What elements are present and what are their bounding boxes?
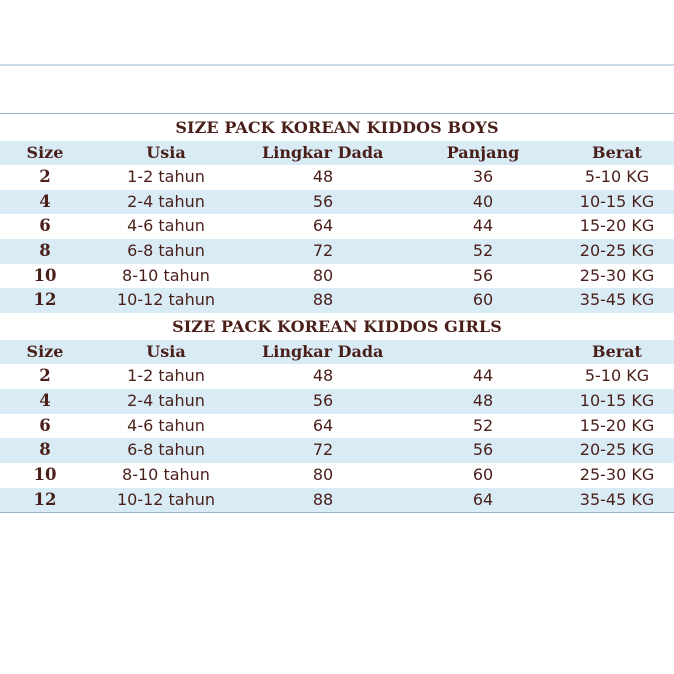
header-usia: Usia — [146, 143, 186, 162]
table-row — [0, 288, 674, 313]
girls-header-row — [0, 340, 674, 364]
top-divider — [0, 64, 674, 66]
header-panjang: Panjang — [446, 143, 520, 162]
cell-panjang: 56 — [472, 265, 494, 285]
boys-size-table — [0, 113, 674, 313]
cell-usia: 1-2 tahun — [127, 167, 205, 186]
table-row — [0, 414, 674, 439]
boys-header-row — [0, 141, 674, 165]
cell-usia: 8-10 tahun — [122, 464, 210, 484]
cell-usia: 4-6 tahun — [127, 216, 205, 236]
cell-berat: 25-30 KG — [579, 464, 655, 484]
table-row — [0, 364, 674, 389]
cell-usia: 8-10 tahun — [122, 265, 210, 285]
header-panjang — [428, 340, 538, 364]
table-row — [0, 165, 674, 190]
cell-panjang: 52 — [472, 241, 494, 261]
girls-table-title: SIZE PACK KOREAN KIDDOS GIRLS — [0, 313, 674, 340]
cell-usia: 4-6 tahun — [127, 415, 205, 435]
cell-berat: 10-15 KG — [579, 191, 655, 211]
header-berat: Berat — [592, 342, 642, 362]
cell-berat: 15-20 KG — [579, 216, 655, 236]
cell-panjang: 40 — [472, 191, 494, 211]
cell-berat: 5-10 KG — [584, 167, 650, 186]
cell-usia: 2-4 tahun — [127, 191, 205, 211]
girls-size-table — [0, 313, 674, 513]
cell-lingkar-dada: 64 — [312, 216, 334, 236]
cell-usia: 10-12 tahun — [116, 489, 216, 509]
header-size: Size — [26, 143, 64, 162]
cell-size: 2 — [39, 167, 51, 186]
cell-berat: 35-45 KG — [579, 489, 655, 509]
cell-panjang: 56 — [472, 440, 494, 460]
cell-panjang: 36 — [472, 167, 494, 186]
cell-panjang: 52 — [472, 415, 494, 435]
cell-panjang: 44 — [472, 366, 494, 386]
table-row — [0, 438, 674, 463]
cell-berat: 10-15 KG — [579, 390, 655, 410]
cell-size: 10 — [33, 464, 57, 484]
cell-usia: 6-8 tahun — [127, 440, 205, 460]
cell-berat: 25-30 KG — [579, 265, 655, 285]
cell-lingkar-dada: 56 — [312, 390, 334, 410]
cell-usia: 1-2 tahun — [127, 366, 205, 386]
cell-panjang: 60 — [472, 290, 494, 310]
cell-panjang: 44 — [472, 216, 494, 236]
table-row — [0, 264, 674, 289]
cell-size: 8 — [39, 440, 51, 460]
cell-berat: 5-10 KG — [584, 366, 650, 386]
cell-panjang: 48 — [472, 390, 494, 410]
cell-usia: 2-4 tahun — [127, 390, 205, 410]
header-berat: Berat — [592, 143, 642, 162]
header-size: Size — [26, 342, 64, 362]
cell-usia: 6-8 tahun — [127, 241, 205, 261]
table-row — [0, 488, 674, 513]
cell-berat: 35-45 KG — [579, 290, 655, 310]
cell-size: 4 — [39, 191, 51, 211]
cell-lingkar-dada: 88 — [312, 489, 334, 509]
cell-lingkar-dada: 56 — [312, 191, 334, 211]
cell-lingkar-dada: 80 — [312, 464, 334, 484]
boys-table-title: SIZE PACK KOREAN KIDDOS BOYS — [0, 114, 674, 141]
table-row — [0, 190, 674, 215]
cell-lingkar-dada: 64 — [312, 415, 334, 435]
table-row — [0, 389, 674, 414]
cell-size: 2 — [39, 366, 51, 386]
cell-berat: 20-25 KG — [579, 241, 655, 261]
cell-panjang: 64 — [472, 489, 494, 509]
cell-size: 6 — [39, 216, 51, 236]
cell-lingkar-dada: 48 — [312, 366, 334, 386]
cell-size: 8 — [39, 241, 51, 261]
cell-berat: 15-20 KG — [579, 415, 655, 435]
header-lingkar-dada: Lingkar Dada — [262, 143, 384, 162]
cell-usia: 10-12 tahun — [116, 290, 216, 310]
size-chart — [0, 113, 674, 513]
table-row — [0, 214, 674, 239]
cell-size: 6 — [39, 415, 51, 435]
cell-size: 12 — [33, 489, 57, 509]
cell-size: 12 — [33, 290, 57, 310]
table-row — [0, 463, 674, 488]
cell-lingkar-dada: 48 — [312, 167, 334, 186]
cell-panjang: 60 — [472, 464, 494, 484]
cell-size: 10 — [33, 265, 57, 285]
header-lingkar-dada: Lingkar Dada — [262, 342, 384, 362]
cell-lingkar-dada: 88 — [312, 290, 334, 310]
table-row — [0, 239, 674, 264]
cell-lingkar-dada: 72 — [312, 241, 334, 261]
cell-lingkar-dada: 80 — [312, 265, 334, 285]
cell-size: 4 — [39, 390, 51, 410]
header-usia: Usia — [146, 342, 186, 362]
cell-berat: 20-25 KG — [579, 440, 655, 460]
cell-lingkar-dada: 72 — [312, 440, 334, 460]
